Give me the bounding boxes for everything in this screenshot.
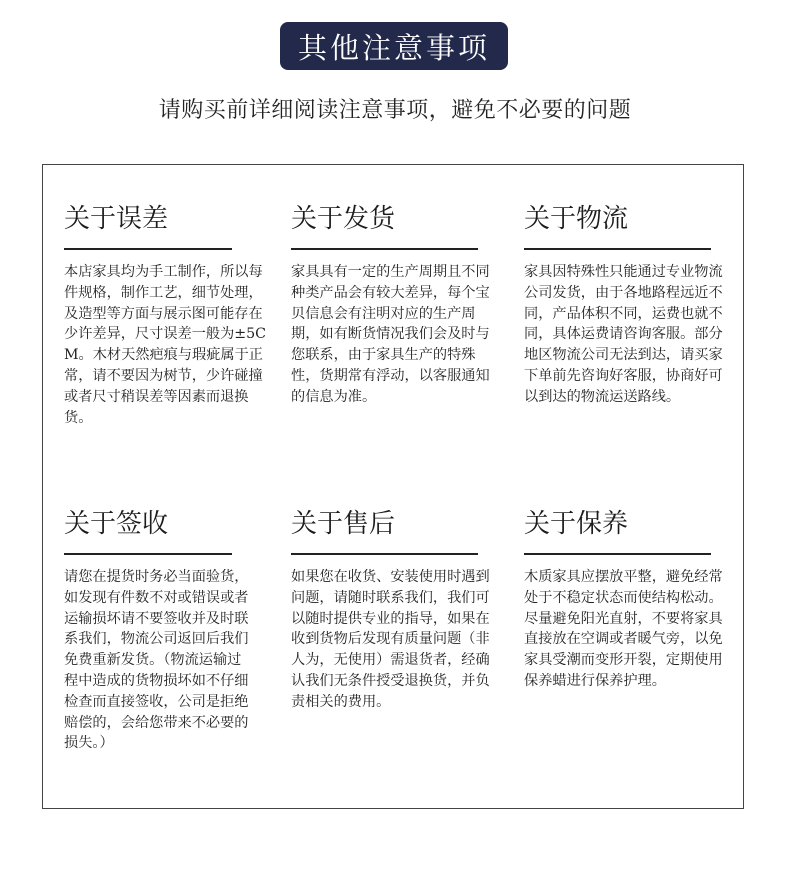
notice-card-after-sales bbox=[291, 507, 509, 713]
notice-card-logistics bbox=[524, 202, 742, 408]
notice-card-shipping bbox=[291, 202, 509, 408]
card-divider bbox=[524, 248, 711, 250]
card-divider bbox=[524, 553, 711, 555]
notice-card-receipt bbox=[64, 507, 282, 754]
card-body: 家具具有一定的生产周期且不同种类产品会有较大差异，每个宝贝信息会有注明对应的生产周期，如有断货情况我们会及时与您联系，由于家具生产的特殊性，货期常有浮动，以客服通知的信息为准。 bbox=[291, 264, 490, 405]
card-divider bbox=[291, 553, 478, 555]
card-heading: 关于发货 bbox=[291, 204, 396, 234]
card-divider bbox=[64, 248, 232, 250]
card-body: 家具因特殊性只能通过专业物流公司发货，由于各地路程远近不同，产品体积不同，运费也就不同，具体运费请咨询客服。部分地区物流公司无法到达，请买家下单前先咨询好客服，协商好可以到达的物流运送路线。 bbox=[524, 264, 723, 405]
notice-card-error bbox=[64, 202, 282, 428]
card-divider bbox=[291, 248, 478, 250]
card-heading: 关于误差 bbox=[64, 204, 169, 234]
page-title: 其他注意事项 bbox=[297, 30, 490, 65]
card-body: 请您在提货时务必当面验货，如发现有件数不对或错误或者运输损坏请不要签收并及时联系我们，物流公司返回后我们免费重新发货。（物流运输过程中造成的货物损坏如不仔细检查而直接签收，公司是拒绝赔偿的，会给您带来不必要的损失。） bbox=[64, 569, 249, 752]
card-heading: 关于保养 bbox=[524, 509, 629, 539]
notice-card-maintenance bbox=[524, 507, 742, 692]
card-heading: 关于售后 bbox=[291, 509, 396, 539]
card-heading: 关于物流 bbox=[524, 204, 629, 234]
notices-panel bbox=[42, 164, 744, 809]
card-body: 本店家具均为手工制作，所以每件规格，制作工艺，细节处理，及造型等方面与展示图可能存在少许差异，尺寸误差一般为±5CM。木材天然疤痕与瑕疵属于正常，请不要因为树节，少许碰撞或者尺寸稍误差等因素而退换货。 bbox=[64, 264, 267, 426]
card-divider bbox=[64, 553, 232, 555]
card-body: 如果您在收货、安装使用时遇到问题，请随时联系我们，我们可以随时提供专业的指导，如果在收到货物后发现有质量问题（非人为，无使用）需退货者，经确认我们无条件授受退换货，并负责相关的费用。 bbox=[291, 569, 490, 710]
card-body: 木质家具应摆放平整，避免经常处于不稳定状态而使结构松动。尽量避免阳光直射，不要将家具直接放在空调或者暖气旁，以免家具受潮而变形开裂，定期使用保养蜡进行保养护理。 bbox=[524, 569, 723, 689]
page-title-badge bbox=[280, 22, 508, 70]
page-subtitle: 请购买前详细阅读注意事项，避免不必要的问题 bbox=[158, 98, 632, 123]
card-heading: 关于签收 bbox=[64, 509, 169, 539]
